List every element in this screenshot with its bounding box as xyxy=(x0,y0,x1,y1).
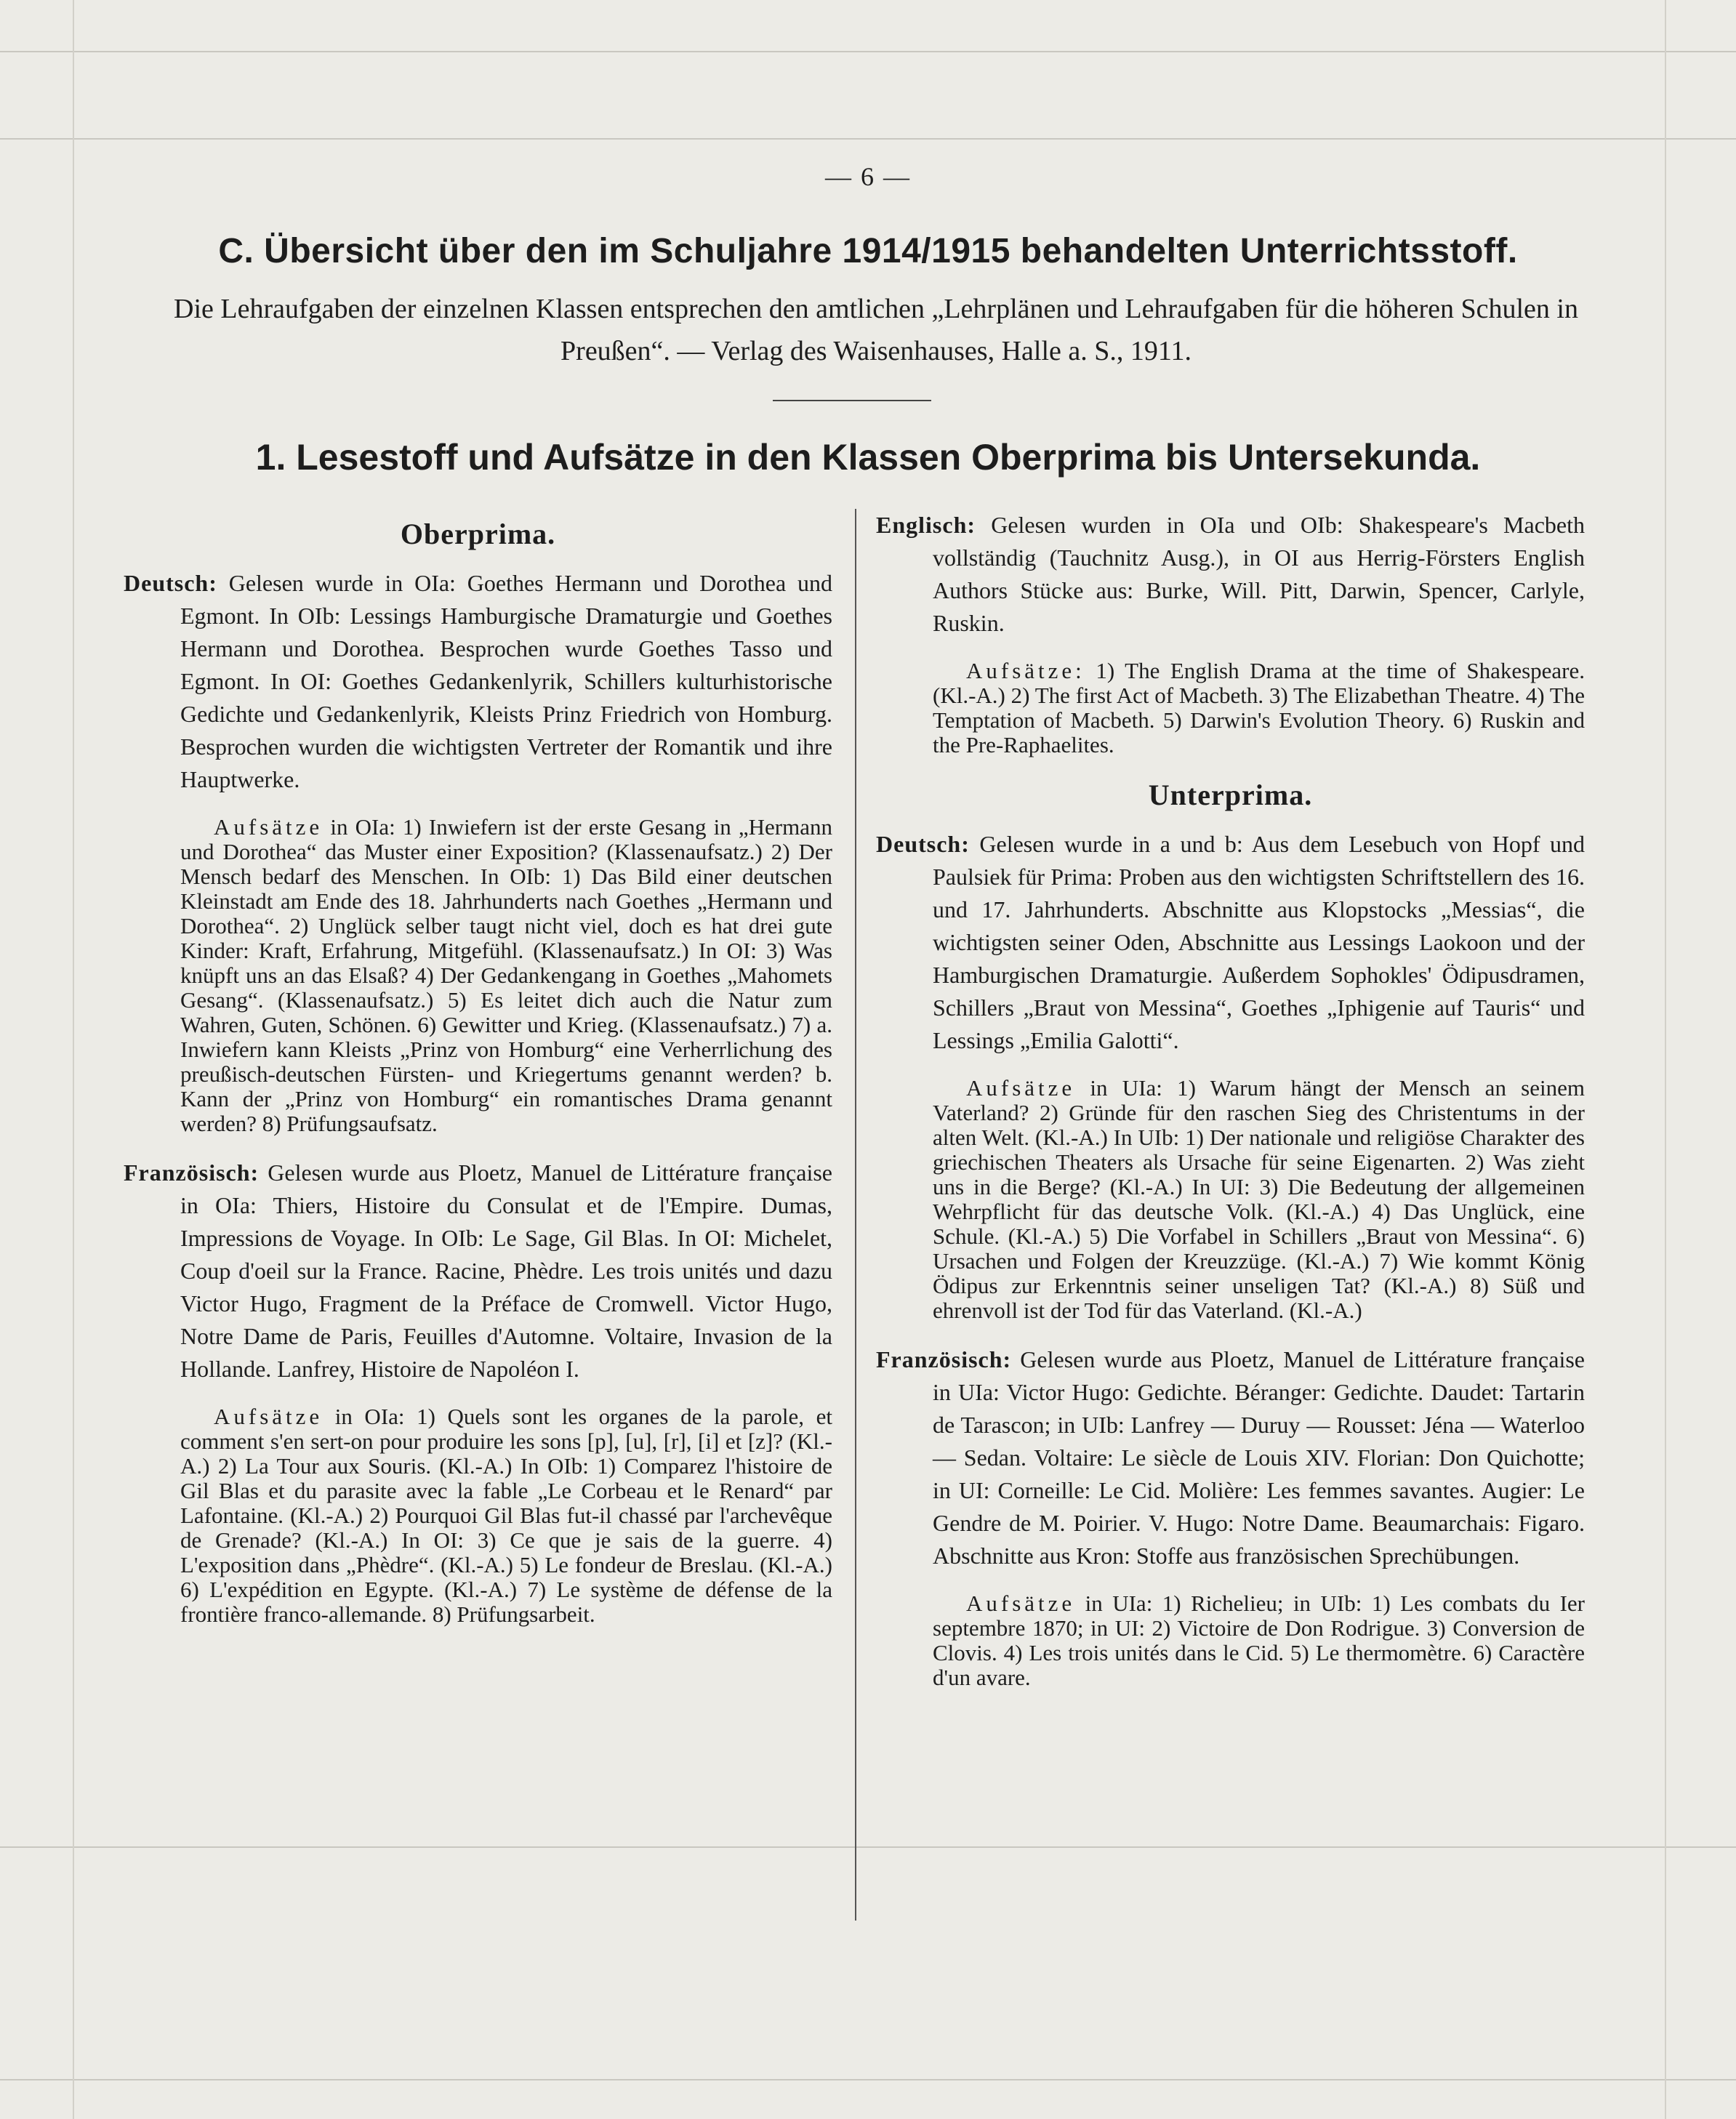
oberprima-franzoesisch-essays xyxy=(124,1404,832,1627)
subject-label: Englisch: xyxy=(876,512,976,538)
essays-label: Aufsätze xyxy=(214,1404,324,1429)
essays-label: Aufsätze xyxy=(966,1591,1076,1616)
subject-text: Gelesen wurde in OIa: Goethes Hermann und Dorothea und Egmont. In OIb: Lessings Hamburgische Dramaturgie und Goethes Hermann und Dorothea. Besprochen wurde Goethes Tasso und Egmont. In OI: Goethes Gedankenlyrik, Schillers kulturhistorische Gedichte und Gedankenlyrik, Kleists Prinz Friedrich von Homburg. Besprochen wurden die wichtigsten Vertreter der Romantik und ihre Hauptwerke. xyxy=(180,570,833,792)
essays-label: Aufsätze: xyxy=(966,658,1085,683)
section-divider xyxy=(773,400,931,401)
oberprima-englisch xyxy=(876,509,1585,640)
oberprima-deutsch-essays xyxy=(124,815,832,1136)
subject-label: Deutsch: xyxy=(876,831,970,857)
bleed-through-line xyxy=(1665,0,1666,2119)
essays-text: in OIa: 1) Quels sont les organes de la parole, et comment s'en sert-on pour produire les sons [p], [u], [r], [i] et [z]? (Kl.-A.) 2) La Tour aux Souris. (Kl.-A.) In OIb: 1) Comparez l'histoire de Gil Blas et du parasite avec la fable „Le Corbeau et le Renard“ par Lafontaine. (Kl.-A.) 2) Pourquoi Gil Blas fut-il chassé par l'archevêque de Grenade? (Kl.-A.) In OI: 3) Ce que je sais de la guerre. 4) L'exposition dans „Phèdre“. (Kl.-A.) 5) Le fondeur de Breslau. (Kl.-A.) 6) L'expédition en Egypte. (Kl.-A.) 7) Le système de défense de la frontière franco-allemande. 8) Prüfungsarbeit. xyxy=(180,1404,832,1627)
essays-text: in UIa: 1) Warum hängt der Mensch an seinem Vaterland? 2) Gründe für den raschen Sieg des Christentums in der alten Welt. (Kl.-A.) In UIb: 1) Der nationale und religiöse Charakter des griechischen Theaters als Ursache für seine Eigenarten. 2) Was zieht uns in die Berge? (Kl.-A.) In UI: 3) Die Bedeutung der allgemeinen Wehrpflicht für das deutsche Volk. (Kl.-A.) 4) Das Unglück, eine Schule. (Kl.-A.) 5) Die Vorfabel in Schillers „Braut von Messina“. 6) Ursachen und Folgen der Kreuzzüge. (Kl.-A.) 7) Wie kommt König Ödipus zur Erkenntnis seiner unseligen Tat? (Kl.-A.) 8) Süß und ehrenvoll ist der Tod für das Vaterland. (Kl.-A.) xyxy=(933,1075,1585,1323)
bleed-through-line xyxy=(0,138,1736,140)
oberprima-englisch-essays xyxy=(876,659,1585,757)
left-column xyxy=(124,512,832,1647)
essays-label: Aufsätze xyxy=(214,814,324,840)
subject-text: Gelesen wurde aus Ploetz, Manuel de Littérature française in OIa: Thiers, Histoire du Consulat et de l'Empire. Dumas, Impressions de Voyage. In OIb: Le Sage, Gil Blas. In OI: Michelet, Coup d'oeil sur la France. Racine, Phèdre. Les trois unités und dazu Victor Hugo, Fragment de la Préface de Cromwell. Victor Hugo, Notre Dame de Paris, Feuilles d'Automne. Voltaire, Invasion de la Hollande. Lanfrey, Histoire de Napoléon I. xyxy=(180,1159,833,1382)
bleed-through-line xyxy=(0,1846,1736,1848)
subject-label: Französisch: xyxy=(876,1346,1012,1372)
column-divider xyxy=(855,509,856,1921)
oberprima-deutsch xyxy=(124,567,832,796)
class-heading-oberprima: Oberprima. xyxy=(400,518,556,550)
subject-label: Französisch: xyxy=(124,1159,260,1186)
class-heading-unterprima: Unterprima. xyxy=(1148,779,1313,811)
oberprima-franzoesisch xyxy=(124,1157,832,1386)
section-title: C. Übersicht über den im Schuljahre 1914/1915 behandelten Unterrichtsstoff. xyxy=(218,232,1518,270)
page-number: — 6 — xyxy=(825,162,911,191)
subject-text: Gelesen wurde in a und b: Aus dem Lesebuch von Hopf und Paulsiek für Prima: Proben aus den wichtigsten Schriftstellern des 16. und 17. Jahrhunderts. Abschnitte aus Klopstocks „Messias“, die wichtigsten seiner Oden, Abschnitte aus Lessings Laokoon und der Hamburgischen Dramaturgie. Außerdem Sophokles' Ödipusdramen, Schillers „Braut von Messina“, Goethes „Iphigenie auf Tauris“ und Lessings „Emilia Galotti“. xyxy=(933,831,1586,1053)
unterprima-franzoesisch-essays xyxy=(876,1591,1585,1690)
essays-text: in UIa: 1) Richelieu; in UIb: 1) Les combats du Ier septembre 1870; in UI: 2) Victoire de Don Rodrigue. 3) Conversion de Clovis. 4) Les trois unités dans le Cid. 5) Le thermomètre. 6) Caractère d'un avare. xyxy=(933,1591,1585,1690)
subject-text: Gelesen wurden in OIa und OIb: Shakespeare's Macbeth vollständig (Tauchnitz Ausg.), in OI aus Herrig-Försters English Authors Stücke aus: Burke, Will. Pitt, Darwin, Spencer, Carlyle, Ruskin. xyxy=(933,512,1586,636)
bleed-through-line xyxy=(0,51,1736,52)
unterprima-franzoesisch xyxy=(876,1343,1585,1572)
essays-text: in OIa: 1) Inwiefern ist der erste Gesang in „Hermann und Dorothea“ das Muster einer Exposition? (Klassenaufsatz.) 2) Der Mensch bedarf des Menschen. In OIb: 1) Das Bild einer deutschen Kleinstadt am Ende des 18. Jahrhunderts nach Goethes „Hermann und Dorothea“. 2) Unglück selber taugt nicht viel, doch es hat drei gute Kinder: Kraft, Erfahrung, Mitgefühl. (Klassenaufsatz.) In OI: 3) Was knüpft uns an das Elsaß? 4) Der Gedankengang in Goethes „Mahomets Gesang“. (Klassenaufsatz.) 5) Es leitet dich auch die Natur zum Wahren, Guten, Schönen. 6) Gewitter und Krieg. (Klassenaufsatz.) 7) a. Inwiefern kann Kleists „Prinz von Homburg“ eine Verherrlichung des preußisch-deutschen Fürsten- und Kriegertums genannt werden? b. Kann der „Prinz von Homburg“ ein romantisches Drama genannt werden? 8) Prüfungsaufsatz. xyxy=(180,814,833,1136)
bleed-through-line xyxy=(0,2079,1736,2080)
subject-label: Deutsch: xyxy=(124,570,217,596)
subject-text: Gelesen wurde aus Ploetz, Manuel de Littérature française in UIa: Victor Hugo: Gedichte. Béranger: Gedichte. Daudet: Tartarin de Tarascon; in UIb: Lanfrey — Duruy — Rousset: Jéna — Waterloo — Sedan. Voltaire: Le siècle de Louis XIV. Florian: Don Quichotte; in UI: Corneille: Le Cid. Molière: Les femmes savantes. Augier: Le Gendre de M. Poirier. V. Hugo: Notre Dame. Beaumarchais: Figaro. Abschnitte aus Kron: Stoffe aus französischen Sprechübungen. xyxy=(933,1346,1586,1569)
bleed-through-line xyxy=(73,0,74,2119)
unterprima-deutsch xyxy=(876,828,1585,1057)
right-column xyxy=(876,509,1585,1710)
intro-paragraph: Die Lehraufgaben der einzelnen Klassen entsprechen den amtlichen „Lehrplänen und Lehraufgaben für die höheren Schulen in Preußen“. — Verlag des Waisenhauses, Halle a. S., 1911. xyxy=(174,294,1578,366)
essays-label: Aufsätze xyxy=(966,1075,1076,1101)
essays-text: 1) The English Drama at the time of Shakespeare. (Kl.-A.) 2) The first Act of Macbeth. 3) The Elizabethan Theatre. 4) The Temptation of Macbeth. 5) Darwin's Evolution Theory. 6) Ruskin and the Pre-Raphaelites. xyxy=(933,658,1585,757)
unterprima-deutsch-essays xyxy=(876,1076,1585,1323)
subsection-title: 1. Lesestoff und Aufsätze in den Klassen Oberprima bis Untersekunda. xyxy=(255,437,1481,478)
